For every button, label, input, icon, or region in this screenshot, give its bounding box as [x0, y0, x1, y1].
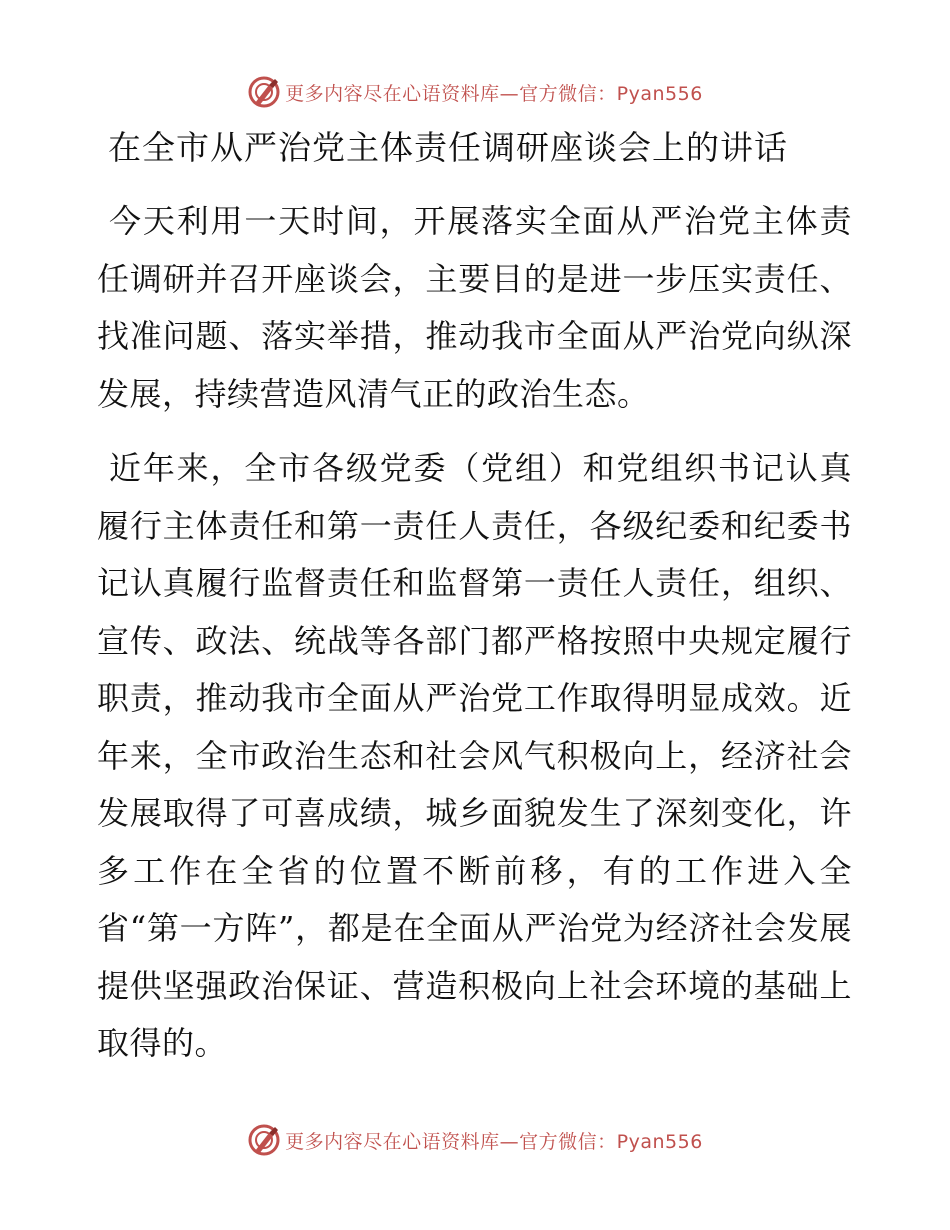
pen-logo-icon [247, 1123, 281, 1157]
header-banner-text: 更多内容尽在心语资料库—官方微信：Pyan556 [285, 82, 703, 105]
paragraph-1: 今天利用一天时间，开展落实全面从严治党主体责任调研并召开座谈会，主要目的是进一步压实责任、找准问题、落实举措，推动我市全面从严治党向纵深发展，持续营造风清气正的政治生态。 [97, 202, 852, 413]
footer-banner [0, 1120, 950, 1160]
paragraph-2: 近年来，全市各级党委（党组）和党组织书记认真履行主体责任和第一责任人责任，各级纪委和纪委书记认真履行监督责任和监督第一责任人责任，组织、宣传、政法、统战等各部门都严格按照中央规定履行职责，推动我市全面从严治党工作取得明显成效。近年来，全市政治生态和社会风气积极向上，经济社会发展取得了可喜成绩，城乡面貌发生了深刻变化，许多工作在全省的位置不断前移，有的工作进入全省“第一方阵”，都是在全面从严治党为经济社会发展提供坚强政治保证、营造积极向上社会环境的基础上取得的。 [97, 449, 852, 1062]
header-banner [0, 72, 950, 112]
document-title: 在全市从严治党主体责任调研座谈会上的讲话 [108, 128, 788, 167]
footer-banner-text: 更多内容尽在心语资料库—官方微信：Pyan556 [285, 1130, 703, 1153]
pen-logo-icon [247, 75, 281, 109]
